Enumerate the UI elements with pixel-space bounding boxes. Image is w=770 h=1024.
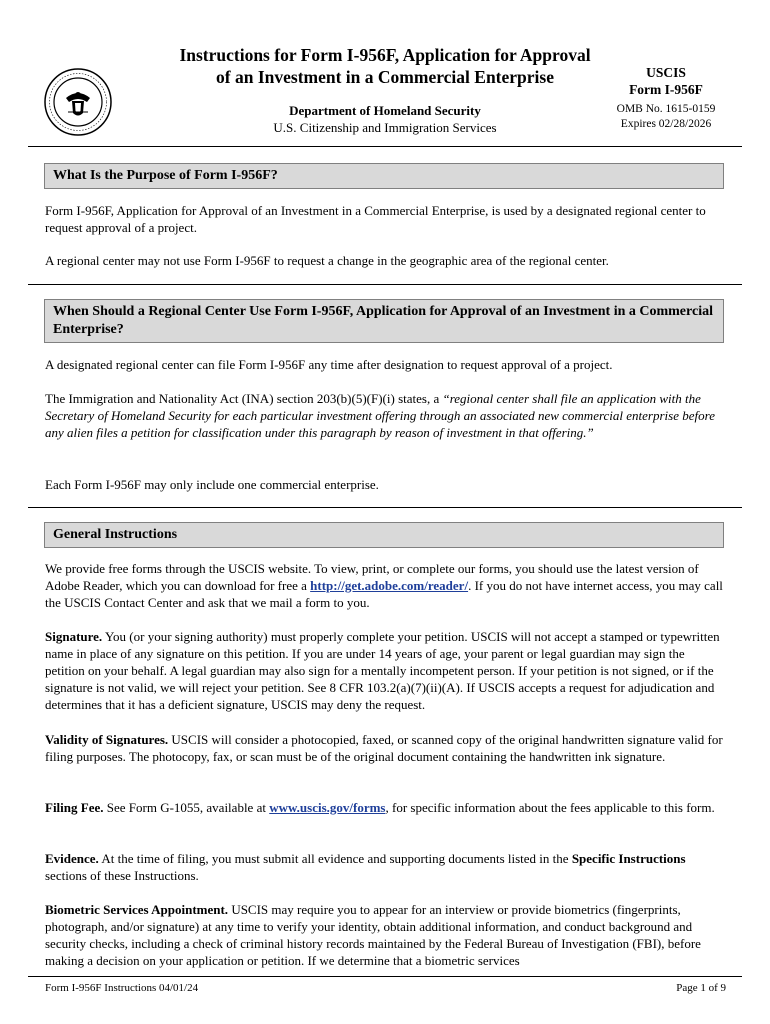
section-divider-2 — [28, 507, 742, 508]
validity-paragraph — [45, 731, 723, 765]
biometric-label: Biometric Services Appointment. — [45, 902, 229, 917]
evidence-paragraph — [45, 850, 723, 884]
adobe-reader-link[interactable]: http://get.adobe.com/reader/ — [310, 578, 469, 593]
omb-number: OMB No. 1615-0159 — [616, 103, 716, 115]
signature-text: You (or your signing authority) must properly complete your petition. USCIS will not accept a stamped or typewritten name in place of any signature on this petition. If you are under 14 years of age, your parent or legal guardian may sign the petition on your behalf. A legal guardian may also sign for a mentally incompetent person. If your petition is not signed, or if the signature is not valid, we will reject your petition. See 8 CFR 103.2(a)(7)(ii)(A). If USCIS accepts a request for adjudication and determines that it has a deficient signature, USCIS may deny the request. — [45, 629, 720, 712]
evidence-text-b: sections of these Instructions. — [45, 868, 199, 883]
section-heading-when: When Should a Regional Center Use Form I-956F, Application for Approval of an Investment in a Commercial Enterprise? — [44, 299, 724, 343]
section-divider-1 — [28, 284, 742, 285]
filing-fee-text-a: See Form G-1055, available at — [103, 800, 270, 815]
footer-page-number: Page 1 of 9 — [676, 982, 726, 994]
agency-short: USCIS — [646, 65, 686, 80]
purpose-paragraph-1: Form I-956F, Application for Approval of an Investment in a Commercial Enterprise, is used by a designated regional center to request approval of a project. — [45, 203, 706, 235]
ina-quote: “regional center shall file an application with the Secretary of Homeland Security for each particular investment offering through an associated new commercial enterprise before any alien files a petition for classification under this paragraph by reason of investment in that offering.” — [45, 391, 715, 440]
purpose-paragraph-2: A regional center may not use Form I-956F to request a change in the geographic area of the regional center. — [45, 253, 609, 268]
when-paragraph-3: Each Form I-956F may only include one commercial enterprise. — [45, 477, 379, 492]
section-heading-purpose: What Is the Purpose of Form I-956F? — [44, 163, 724, 189]
when-paragraph-2 — [45, 390, 723, 441]
footer-form-info: Form I-956F Instructions 04/01/24 — [45, 982, 199, 994]
section-heading-general: General Instructions — [44, 522, 724, 548]
document-title-line-2: of an Investment in a Commercial Enterprise — [216, 67, 554, 87]
filing-fee-label: Filing Fee. — [45, 800, 104, 815]
signature-paragraph — [45, 628, 723, 713]
general-paragraph-1 — [45, 560, 723, 611]
when-paragraph-1: A designated regional center can file Form I-956F any time after designation to request approval of a project. — [45, 357, 613, 372]
evidence-text-a: At the time of filing, you must submit all evidence and supporting documents listed in the — [98, 851, 572, 866]
validity-text: USCIS will consider a photocopied, faxed, or scanned copy of the original handwritten signature valid for filing purposes. The photocopy, fax, or scan must be of the original document containing the handwritten ink signature. — [45, 732, 723, 764]
header-divider — [28, 146, 742, 147]
form-number: Form I-956F — [629, 82, 703, 97]
uscis-forms-link[interactable]: www.uscis.gov/forms — [269, 800, 386, 815]
title-block — [150, 44, 620, 137]
general-paragraph-1-a: We provide free forms through the USCIS website. To view, print, or complete our forms, you should use the latest version of Adobe Reader, which you can download for free a — [45, 561, 699, 593]
filing-fee-text-b: , for specific information about the fees applicable to this form. — [385, 800, 715, 815]
document-title-line-1: Instructions for Form I-956F, Application for Approval — [179, 45, 591, 65]
biometric-paragraph — [45, 901, 723, 969]
validity-label: Validity of Signatures. — [45, 732, 169, 747]
signature-label: Signature. — [45, 629, 103, 644]
form-id-block — [606, 64, 726, 132]
expiration-date: Expires 02/28/2026 — [620, 118, 712, 130]
when-paragraph-2-intro: The Immigration and Nationality Act (INA) section 203(b)(5)(F)(i) states, a — [45, 391, 443, 406]
department-name: Department of Homeland Security — [289, 103, 481, 118]
specific-instructions-ref: Specific Instructions — [571, 851, 686, 866]
dhs-seal-icon — [44, 68, 112, 136]
footer-divider — [28, 976, 742, 977]
evidence-label: Evidence. — [45, 851, 99, 866]
biometric-text: USCIS may require you to appear for an interview or provide biometrics (fingerprints, photograph, and/or signature) at any time to verify your identity, obtain additional information, and conduct background and security checks, including a check of criminal history records maintained by the Federal Bureau of Investigation (FBI), before making a decision on your application or petition. If we determine that a biometric services — [45, 902, 701, 968]
agency-name: U.S. Citizenship and Immigration Services — [273, 120, 497, 135]
filing-fee-paragraph — [45, 799, 723, 816]
general-paragraph-1-b: . If you do not have internet access, you may call the USCIS Contact Center and ask that we mail a form to you. — [45, 578, 723, 610]
